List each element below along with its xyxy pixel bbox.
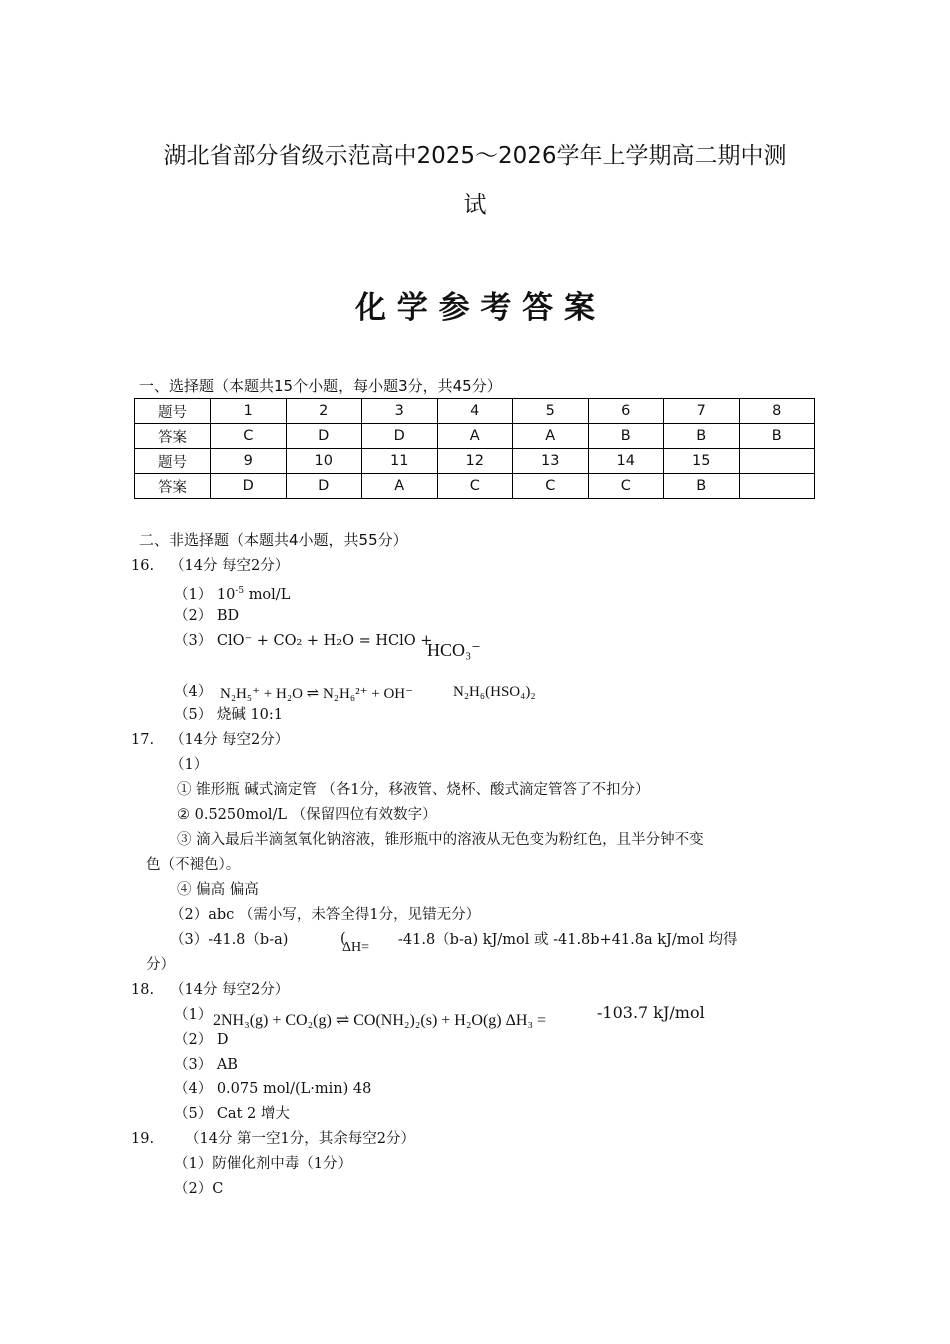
answer-table — [134, 398, 815, 499]
paren-open: ( — [340, 931, 346, 947]
question-number: 17. — [131, 732, 155, 748]
table-cell: 答案 — [135, 474, 211, 499]
section1-heading: 一、选择题（本题共15个小题，每小题3分，共45分） — [139, 377, 502, 395]
answer-label: （3） — [174, 633, 213, 649]
table-cell: 7 — [664, 399, 740, 424]
answer-equation: ClO⁻ + CO₂ + H₂O = HClO + — [216, 633, 433, 649]
question-score: （14分 每空2分） — [170, 732, 290, 748]
bicarbonate-ion: HCO₃⁻ — [427, 640, 481, 660]
table-row — [135, 399, 815, 424]
salt-formula: N₂H₆(HSO₄)₂ — [453, 684, 536, 700]
table-cell: 题号 — [135, 399, 211, 424]
answer-line: 色（不褪色）。 — [146, 857, 241, 873]
enthalpy-symbol: ΔH= — [342, 940, 370, 955]
table-cell: C — [211, 424, 287, 449]
table-cell: 11 — [362, 449, 438, 474]
reaction-equation: 2NH₃(g) + CO₂(g) ⇌ CO(NH₂)₂(s) + H₂O(g) ΔH₃ = — [213, 1012, 547, 1029]
answer-line: （1） — [170, 757, 209, 773]
table-cell: 10 — [286, 449, 362, 474]
ionization-equation: N₂H₅⁺ + H₂O ⇌ N₂H₆²⁺ + OH⁻ — [220, 686, 414, 702]
answer-label: （1） — [174, 1007, 213, 1023]
answer-line: 分） — [146, 957, 175, 973]
table-cell: A — [437, 424, 513, 449]
enthalpy-value: -103.7 kJ/mol — [597, 1003, 705, 1022]
table-cell: 1 — [211, 399, 287, 424]
question-number: 19. — [131, 1131, 155, 1147]
answer-line: （5） 烧碱 10:1 — [174, 707, 284, 723]
table-row — [135, 424, 815, 449]
table-cell: 题号 — [135, 449, 211, 474]
table-cell: B — [664, 424, 740, 449]
answer-line: ③ 滴入最后半滴氢氧化钠溶液，锥形瓶中的溶液从无色变为粉红色，且半分钟不变 — [177, 832, 704, 848]
table-cell: 4 — [437, 399, 513, 424]
question-number: 18. — [131, 982, 155, 998]
table-cell: 13 — [513, 449, 589, 474]
page-title: 湖北省部分省级示范高中2025～2026学年上学期高二期中测 — [163, 143, 787, 169]
table-cell: B — [588, 424, 664, 449]
question-number: 16. — [131, 558, 155, 574]
table-cell: D — [211, 474, 287, 499]
table-cell: A — [362, 474, 438, 499]
table-cell: B — [664, 474, 740, 499]
table-cell: C — [437, 474, 513, 499]
table-row — [135, 449, 815, 474]
page-title-continued: 试 — [463, 192, 487, 218]
answer-line: （4） 0.075 mol/(L·min) 48 — [174, 1081, 372, 1097]
table-cell: 答案 — [135, 424, 211, 449]
answer-line: ④ 偏高 偏高 — [177, 882, 259, 898]
answer-line: （2） BD — [174, 608, 240, 624]
table-cell — [739, 474, 815, 499]
answer-unit: mol/L — [248, 586, 291, 603]
table-cell: 14 — [588, 449, 664, 474]
table-cell: B — [739, 424, 815, 449]
answer-line: （5） Cat 2 增大 — [174, 1106, 290, 1122]
answer-line: （3） AB — [174, 1057, 238, 1073]
table-cell: 15 — [664, 449, 740, 474]
question-score: （14分 第一空1分，其余每空2分） — [185, 1131, 416, 1147]
table-cell: 8 — [739, 399, 815, 424]
answer-line: （2） D — [174, 1032, 229, 1048]
table-cell: D — [286, 424, 362, 449]
answer-line: -41.8（b-a) kJ/mol 或 -41.8b+41.8a kJ/mol 均得 — [398, 932, 738, 948]
table-cell: C — [588, 474, 664, 499]
answer-line — [174, 581, 290, 605]
question-score: （14分 每空2分） — [170, 558, 290, 574]
answer-line: （1）防催化剂中毒（1分） — [174, 1156, 352, 1172]
answer-label: （4） — [174, 684, 213, 700]
table-cell: C — [513, 474, 589, 499]
page-subtitle: 化 学 参 考 答 案 — [355, 290, 595, 326]
table-cell: 9 — [211, 449, 287, 474]
table-cell: D — [362, 424, 438, 449]
answer-line: （2）abc （需小写，未答全得1分，见错无分） — [170, 907, 481, 923]
table-cell: 3 — [362, 399, 438, 424]
table-cell: 5 — [513, 399, 589, 424]
table-cell: 12 — [437, 449, 513, 474]
answer-line: ② 0.5250mol/L （保留四位有效数字） — [177, 807, 437, 823]
answer-line — [174, 631, 432, 651]
table-cell: 2 — [286, 399, 362, 424]
table-row — [135, 474, 815, 499]
question-score: （14分 每空2分） — [170, 982, 290, 998]
answer-value: 10 — [216, 586, 236, 603]
section2-heading: 二、非选择题（本题共4小题，共55分） — [139, 531, 408, 549]
answer-line: ① 锥形瓶 碱式滴定管 （各1分，移液管、烧杯、酸式滴定管答了不扣分） — [177, 782, 650, 798]
table-cell: D — [286, 474, 362, 499]
answer-line: （2）C — [174, 1181, 224, 1197]
answer-exponent: -5 — [235, 586, 245, 596]
table-cell: 6 — [588, 399, 664, 424]
answer-label: （1） — [174, 586, 213, 603]
table-cell — [739, 449, 815, 474]
answer-line: （3）-41.8（b-a) — [170, 932, 289, 948]
table-cell: A — [513, 424, 589, 449]
